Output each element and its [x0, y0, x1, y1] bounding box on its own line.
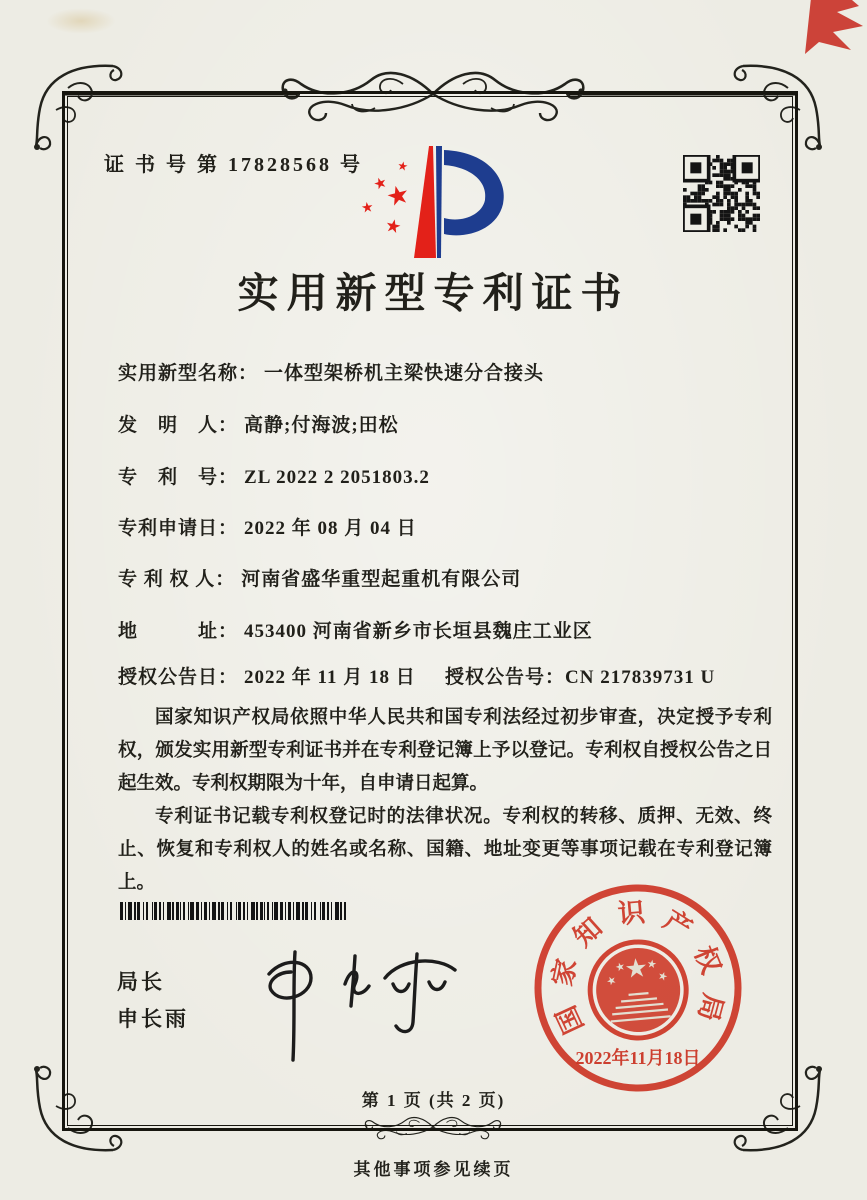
field-label: 专 利 号 — [118, 467, 219, 488]
field-colon: ： — [545, 667, 566, 688]
svg-text:★: ★ — [656, 968, 670, 984]
field-colon: ： — [215, 569, 236, 590]
field-colon: ： — [218, 667, 239, 688]
seal-char: 家 — [547, 956, 583, 989]
certificate-title: 实用新型专利证书 — [237, 270, 630, 316]
seal-char: 局 — [692, 990, 729, 1025]
field-label: 实用新型名称 — [118, 363, 239, 384]
svg-text:★: ★ — [396, 158, 410, 174]
field-value: 2022 年 11 月 18 日 — [244, 667, 416, 688]
svg-text:★: ★ — [360, 199, 375, 217]
field-filing-date — [118, 513, 417, 540]
continuation-note: 其他事项参见续页 — [353, 1160, 514, 1179]
seal-char: 识 — [616, 897, 647, 930]
qr-code — [683, 155, 760, 232]
field-colon: ： — [218, 621, 239, 642]
seal-char: 产 — [658, 904, 698, 945]
field-colon: ： — [218, 467, 239, 488]
field-label: 专 利 权 人 — [118, 569, 216, 590]
field-value: CN 217839731 U — [565, 667, 716, 688]
field-label: 地 址 — [118, 621, 219, 642]
field-value: 高静;付海波;田松 — [244, 415, 399, 436]
legal-text — [118, 702, 772, 900]
page-number: 第 1 页 (共 2 页) — [361, 1091, 506, 1110]
field-value: ZL 2022 2 2051803.2 — [244, 467, 430, 488]
field-label: 专利申请日 — [118, 518, 219, 539]
field-label: 授权公告号 — [445, 667, 546, 688]
seal-date: 2022年11月18日 — [575, 1048, 701, 1068]
director-name: 申长雨 — [117, 1007, 189, 1031]
field-patentee — [118, 564, 521, 591]
field-grant-number — [445, 662, 715, 689]
scan-red-mark — [793, 0, 867, 62]
field-value: 453400 河南省新乡市长垣县魏庄工业区 — [244, 621, 593, 642]
svg-text:★: ★ — [623, 953, 650, 986]
field-patent-number — [118, 462, 430, 489]
certificate-number: 证 书 号 第 17828568 号 — [104, 154, 363, 176]
svg-text:★: ★ — [646, 957, 658, 972]
scan-smudge — [46, 8, 116, 34]
field-label: 授权公告日 — [118, 667, 219, 688]
director-signature — [233, 922, 468, 1067]
official-seal — [519, 869, 757, 1107]
svg-text:★: ★ — [613, 959, 627, 975]
field-label: 发 明 人 — [118, 415, 219, 436]
cnipa-logo — [336, 140, 538, 266]
field-colon: ： — [218, 415, 239, 436]
field-colon: ： — [238, 363, 259, 384]
legal-paragraph-2: 专利证书记载专利权登记时的法律状况。专利权的转移、质押、无效、终止、恢复和专利权人的姓名或名称、国籍、地址变更等事项记载在专利登记簿上。 — [118, 807, 772, 893]
legal-paragraph-1: 国家知识产权局依照中华人民共和国专利法经过初步审查，决定授予专利权，颁发实用新型专利证书并在专利登记簿上予以登记。专利权自授权公告之日起生效。专利权期限为十年，自申请日起算。 — [118, 708, 772, 794]
field-value: 河南省盛华重型起重机有限公司 — [241, 569, 522, 590]
field-value: 2022 年 08 月 04 日 — [244, 518, 417, 539]
field-value: 一体型架桥机主梁快速分合接头 — [264, 363, 545, 384]
svg-text:★: ★ — [383, 178, 414, 214]
seal-char: 国 — [550, 1001, 590, 1039]
director-title: 局长 — [117, 970, 165, 994]
svg-text:★: ★ — [370, 172, 390, 195]
svg-text:★: ★ — [383, 214, 404, 239]
field-address — [118, 616, 593, 643]
field-colon: ： — [218, 518, 239, 539]
seal-char: 知 — [567, 912, 608, 953]
field-grant-date — [118, 662, 416, 689]
national-emblem-icon — [586, 938, 690, 1042]
seal-char: 权 — [688, 941, 727, 979]
field-utility-model-name — [118, 358, 544, 385]
barcode — [119, 901, 347, 921]
field-inventors — [118, 410, 399, 437]
svg-text:★: ★ — [604, 972, 619, 989]
